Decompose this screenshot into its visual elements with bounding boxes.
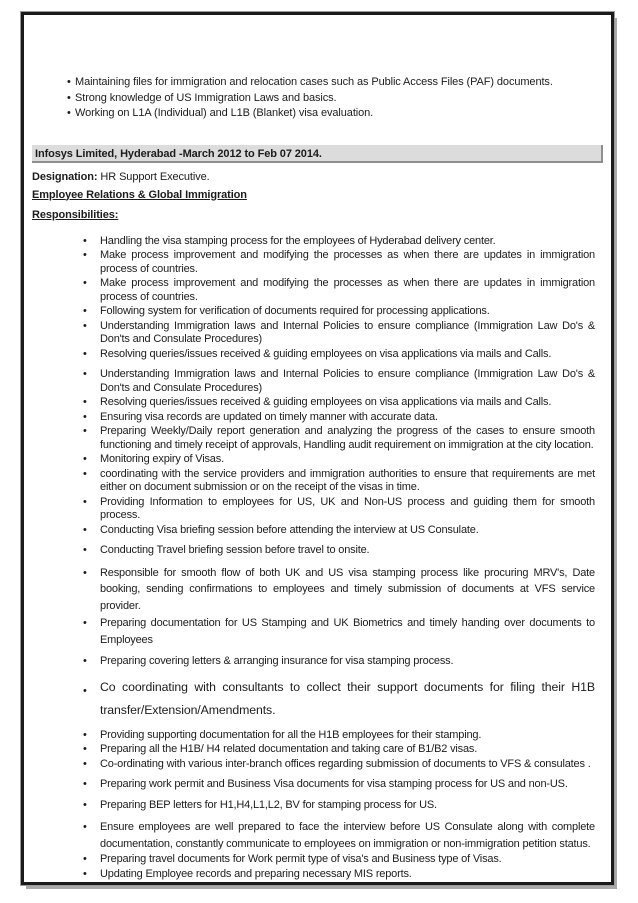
list-item: • Conducting Visa briefing session before attending the interview at US Consulate.: [32, 524, 603, 538]
page-content: [24, 15, 611, 882]
list-item: • Conducting Travel briefing session before travel to onsite.: [32, 544, 603, 558]
employer-header-text: Infosys Limited, Hyderabad -March 2012 to Feb 07 2014.: [35, 147, 322, 160]
list-item: • Preparing travel documents for Work permit type of visa's and Business type of Visas.: [32, 853, 603, 867]
list-item: • Co-ordinating with various inter-branch offices regarding submission of documents to VFS & consulates .: [32, 758, 603, 772]
list-item: • Providing supporting documentation for all the H1B employees for their stamping.: [32, 729, 603, 743]
responsibilities-list: [32, 235, 603, 882]
list-item: • Co coordinating with consultants to collect their support documents for filing their H1B transfer/Extension/Amendments.: [32, 676, 603, 722]
list-item: • Preparing BEP letters for H1,H4,L1,L2, BV for stamping process for US.: [32, 799, 603, 813]
list-item: • Make process improvement and modifying the processes as when there are updates in immigration process of countries.: [32, 277, 603, 304]
responsibilities-heading: Responsibilities:: [32, 208, 119, 221]
list-item: • Following system for verification of documents required for processing applications.: [32, 305, 603, 319]
section-subheading: Employee Relations & Global Immigration: [32, 188, 247, 201]
list-item: • Working on L1A (Individual) and L1B (Blanket) visa evaluation.: [32, 106, 603, 122]
list-item: • Ensuring visa records are updated on timely manner with accurate data.: [32, 411, 603, 425]
list-item: • Updating Employee records and preparing necessary MIS reports.: [32, 868, 603, 882]
designation-label: Designation:: [32, 170, 98, 183]
list-item: • Resolving queries/issues received & guiding employees on visa applications via mails and Calls.: [32, 396, 603, 410]
list-item: • Preparing work permit and Business Visa documents for visa stamping process for US and non-US.: [32, 778, 603, 792]
list-item: • Preparing all the H1B/ H4 related documentation and taking care of B1/B2 visas.: [32, 743, 603, 757]
list-item: • Strong knowledge of US Immigration Laws and basics.: [32, 91, 603, 107]
list-item: • coordinating with the service providers and immigration authorities to ensure that requirements are met either on document submission or on the receipt of the visas in time.: [32, 468, 603, 495]
list-item: • Make process improvement and modifying the processes as when there are updates in immigration process of countries.: [32, 249, 603, 276]
resume-page: [21, 12, 614, 885]
list-item: • Ensure employees are well prepared to face the interview before US Consulate along with complete documentation, constantly communicate to employees on immigration or non-immigration petition status.: [32, 819, 603, 852]
list-item: • Responsible for smooth flow of both UK and US visa stamping process like procuring MRV's, Date booking, sending confirmations to employees and timely submission of documents at VFS service provider.: [32, 565, 603, 615]
list-item: • Understanding Immigration laws and Internal Policies to ensure compliance (Immigration Law Do's & Don'ts and Consulate Procedures): [32, 368, 603, 395]
list-item: • Handling the visa stamping process for the employees of Hyderabad delivery center.: [32, 235, 603, 249]
list-item: • Preparing documentation for US Stamping and UK Biometrics and timely handing over documents to Employees: [32, 615, 603, 648]
intro-bullet-list: [32, 75, 603, 122]
list-item: • Monitoring expiry of Visas.: [32, 453, 603, 467]
list-item: • Providing Information to employees for US, UK and Non-US process and guiding them for smooth process.: [32, 496, 603, 523]
designation-value: HR Support Executive.: [100, 170, 210, 183]
list-item: • Preparing covering letters & arranging insurance for visa stamping process.: [32, 655, 603, 669]
list-item: • Understanding Immigration laws and Internal Policies to ensure compliance (Immigration Law Do's & Don'ts and Consulate Procedures): [32, 320, 603, 347]
list-item: • Preparing Weekly/Daily report generation and analyzing the progress of the cases to ensure smooth functioning and timely receipt of approvals, Handling audit requirement on immigration at the city location.: [32, 425, 603, 452]
list-item: • Maintaining files for immigration and relocation cases such as Public Access Files (PAF) documents.: [32, 75, 603, 91]
employer-header-bar: [32, 145, 603, 163]
list-item: • Resolving queries/issues received & guiding employees on visa applications via mails and Calls.: [32, 348, 603, 362]
designation-line: [32, 170, 603, 184]
